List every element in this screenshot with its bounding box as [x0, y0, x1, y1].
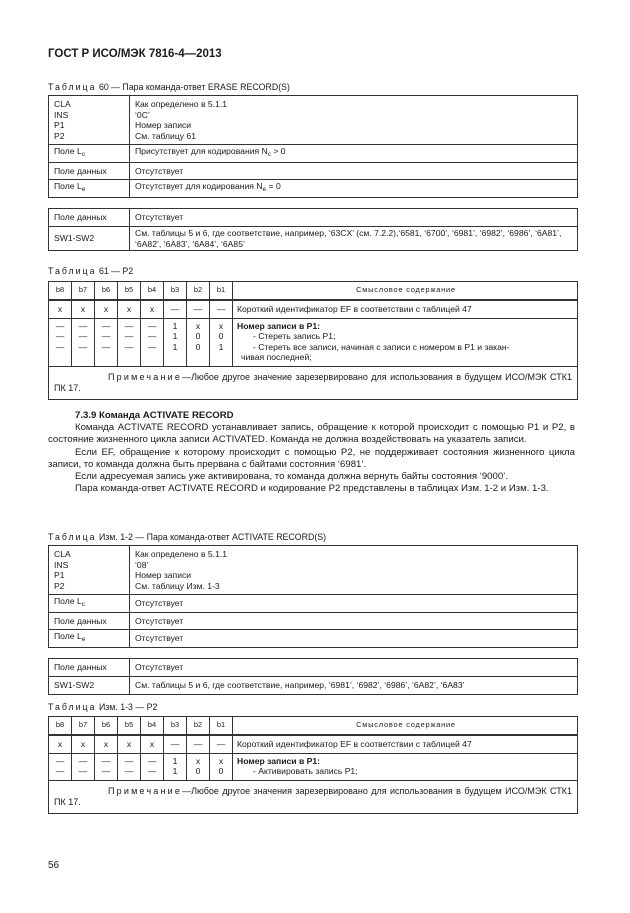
field-value: См. таблицы 5 и 6, где соответствие, например, ‘6981’, ‘6982’, ‘6986’, ‘6A82’, ‘6A83’: [130, 677, 578, 695]
field-value: Отсутствует: [135, 632, 184, 643]
cell: —: [187, 735, 210, 753]
cell: —: [210, 735, 233, 753]
table-60-caption: Таблица 60 — Пара команда-ответ ERASE RECORD(S): [48, 82, 290, 92]
dash: —: [78, 766, 88, 777]
bit-value: 1: [172, 341, 178, 352]
table-row: [49, 318, 578, 366]
field-subscript: e: [81, 635, 86, 643]
bit-value: 1: [172, 331, 178, 342]
field-value-tail: = 0: [266, 180, 281, 191]
column-header: b7: [72, 282, 95, 301]
field-name: Поле данных: [49, 659, 130, 677]
field-subscript: c: [81, 601, 85, 609]
column-header: b6: [95, 282, 118, 301]
param-value: Как определено в 5.1.1: [135, 549, 228, 559]
field-value: Отсутствует: [130, 659, 578, 677]
dash: —: [124, 331, 134, 342]
paragraph: Пара команда-ответ ACTIVATE RECORD и кодирование P2 представлены в таблицах Изм. 1-2 и Изм. 1-3.: [75, 483, 549, 495]
param-value: См. таблицу Изм. 1-3: [135, 580, 220, 591]
field-value: Отсутствует: [135, 598, 184, 609]
table-row: [49, 300, 578, 318]
param-value: ‘08’: [135, 559, 149, 570]
bit-value: x: [195, 755, 201, 766]
section-7-3-9: [48, 410, 575, 495]
field-subscript: e: [81, 185, 86, 193]
cell: x: [141, 300, 164, 318]
column-header: b2: [187, 282, 210, 301]
cell: x: [72, 300, 95, 318]
dash: —: [55, 341, 65, 352]
table-row: [49, 753, 578, 780]
dash: —: [147, 766, 157, 777]
param-name: P1: [54, 120, 65, 131]
field-name: SW1-SW2: [49, 227, 130, 251]
table-61-caption: Таблица 61 — P2: [48, 266, 134, 276]
meaning-line: чивая последней;: [241, 352, 312, 363]
param-row: [49, 546, 578, 595]
dash: —: [101, 755, 111, 766]
dash: —: [124, 755, 134, 766]
dash: —: [101, 766, 111, 777]
column-header: b2: [187, 717, 210, 736]
dash: —: [55, 320, 65, 331]
dash: —: [147, 755, 157, 766]
bit-value: x: [218, 755, 224, 766]
table-1-2-caption: Таблица Изм. 1-2 — Пара команда-ответ ACTIVATE RECORD(S): [48, 532, 327, 542]
cell: x: [49, 735, 72, 753]
dash: —: [101, 341, 111, 352]
cell: —: [164, 735, 187, 753]
cell: x: [49, 300, 72, 318]
header-row: [49, 282, 578, 301]
column-header: b3: [164, 282, 187, 301]
table-row: [49, 735, 578, 753]
bit-value: 0: [195, 331, 201, 342]
column-header: b5: [118, 282, 141, 301]
page-number: 56: [48, 860, 60, 871]
field-name: Поле L: [54, 630, 82, 641]
column-header: Смысловое содержание: [233, 717, 578, 736]
field-subscript: c: [81, 151, 85, 159]
meaning-line: - Стереть запись P1;: [253, 331, 336, 342]
bit-value: 0: [218, 766, 224, 777]
note-row: [49, 780, 578, 813]
meaning-title: Номер записи в P1:: [237, 755, 321, 766]
note-text: —Любое другое значение зарезервировано для использования в будущем ИСО/МЭК СТК1 ПК 17.: [54, 371, 572, 393]
cell: x: [72, 735, 95, 753]
dash: —: [101, 331, 111, 342]
column-header: b4: [141, 717, 164, 736]
note-label: Примечание: [108, 785, 183, 796]
table-row: [49, 162, 578, 179]
bit-value: x: [195, 320, 201, 331]
field-name: Поле L: [54, 596, 82, 607]
table-row: [49, 612, 578, 629]
paragraph: Если EF, обращение к которому происходит с помощью P2, не поддерживает состояния жизненного цикла записи, то команда должна быть прервана с байтами состояния ‘6981’.: [48, 446, 575, 470]
table-row: [49, 659, 578, 677]
dash: —: [124, 320, 134, 331]
meaning-line: - Активировать запись P1;: [253, 766, 358, 777]
dash: —: [78, 341, 88, 352]
field-value-tail: > 0: [271, 146, 286, 157]
param-value: ‘0C’: [135, 109, 150, 120]
field-value: См. таблицы 5 и 6, где соответствие, например, ‘63CX’ (см. 7.2.2),‘6581, ‘6700’, ‘6981’, ‘6982’, ‘6986’, ‘6A81’, ‘6A82’, ‘6A83’, ‘6A84’, ‘6A85’: [130, 227, 578, 251]
column-header: b6: [95, 717, 118, 736]
field-name: SW1-SW2: [49, 677, 130, 695]
dash: —: [124, 341, 134, 352]
meaning-title: Номер записи в P1:: [237, 320, 321, 331]
param-name: INS: [54, 559, 69, 570]
table-1-3-p2-coding: [48, 716, 578, 814]
param-value: См. таблицу 61: [135, 130, 197, 141]
dash: —: [147, 341, 157, 352]
field-value: Присутствует для кодирования N: [135, 146, 268, 157]
cell: —: [164, 300, 187, 318]
cell: —: [210, 300, 233, 318]
field-value: Отсутствует: [135, 165, 184, 176]
param-value: Номер записи: [135, 570, 192, 581]
table-1-2-response: [48, 658, 578, 695]
table-61-p2-coding: [48, 281, 578, 400]
column-header: b8: [49, 282, 72, 301]
table-row: [49, 595, 578, 613]
param-name: INS: [54, 109, 69, 120]
param-name: P1: [54, 570, 65, 581]
field-value-subscript: e: [262, 185, 267, 193]
column-header: b8: [49, 717, 72, 736]
param-name: CLA: [54, 99, 71, 109]
cell: x: [118, 300, 141, 318]
field-name: Поле данных: [54, 165, 107, 176]
note-row: [49, 366, 578, 399]
dash: —: [101, 320, 111, 331]
field-name: Поле L: [54, 180, 82, 191]
param-name: P2: [54, 580, 65, 591]
param-name: P2: [54, 130, 65, 141]
param-name: CLA: [54, 549, 71, 559]
column-header: b3: [164, 717, 187, 736]
table-row: [49, 145, 578, 163]
field-value: Отсутствует: [135, 615, 184, 626]
param-row: [49, 96, 578, 145]
bit-value: x: [218, 320, 224, 331]
column-header: b4: [141, 282, 164, 301]
param-value: Как определено в 5.1.1: [135, 99, 228, 109]
table-60-command: [48, 95, 578, 198]
cell: x: [95, 735, 118, 753]
column-header: b1: [210, 282, 233, 301]
bit-value: 0: [195, 766, 201, 777]
param-value: Номер записи: [135, 120, 192, 131]
cell: Короткий идентификатор EF в соответствии с таблицей 47: [233, 735, 578, 753]
header-row: [49, 717, 578, 736]
column-header: b5: [118, 717, 141, 736]
dash: —: [147, 320, 157, 331]
note-label: Примечание: [108, 371, 183, 382]
field-name: Поле данных: [49, 209, 130, 227]
bit-value: 0: [195, 341, 201, 352]
bit-value: 0: [218, 331, 224, 342]
dash: —: [147, 331, 157, 342]
dash: —: [78, 320, 88, 331]
column-header: b1: [210, 717, 233, 736]
meaning-line: - Стереть все записи, начиная с записи с номером в P1 и закан-: [253, 341, 510, 352]
table-row: [49, 677, 578, 695]
field-value: Отсутствует для кодирования N: [135, 180, 263, 191]
field-name: Поле L: [54, 146, 82, 157]
document-header: ГОСТ Р ИСО/МЭК 7816-4—2013: [48, 48, 222, 60]
bit-value: 1: [218, 341, 224, 352]
dash: —: [78, 331, 88, 342]
dash: —: [55, 766, 65, 777]
cell: —: [187, 300, 210, 318]
cell: x: [118, 735, 141, 753]
table-1-2-command: [48, 545, 578, 648]
dash: —: [55, 755, 65, 766]
table-row: [49, 179, 578, 197]
bit-value: 1: [172, 320, 178, 331]
bit-value: 1: [172, 755, 178, 766]
cell: x: [95, 300, 118, 318]
field-name: Поле данных: [54, 615, 107, 626]
column-header: Смысловое содержание: [233, 282, 578, 301]
dash: —: [78, 755, 88, 766]
dash: —: [124, 766, 134, 777]
cell: x: [141, 735, 164, 753]
column-header: b7: [72, 717, 95, 736]
paragraph: Если адресуемая запись уже активирована, то команда должна вернуть байты состояния ‘9000’.: [75, 471, 508, 483]
table-row: [49, 629, 578, 647]
dash: —: [55, 331, 65, 342]
field-value: Отсутствует: [130, 209, 578, 227]
bit-value: 1: [172, 766, 178, 777]
section-title: 7.3.9 Команда ACTIVATE RECORD: [75, 410, 234, 421]
table-1-3-caption: Таблица Изм. 1-3 — P2: [48, 702, 158, 712]
table-60-response: [48, 208, 578, 251]
table-row: [49, 227, 578, 251]
cell: Короткий идентификатор EF в соответствии с таблицей 47: [233, 300, 578, 318]
note-text: —Любое другое значения зарезервировано для использования в будущем ИСО/МЭК СТК1 ПК 17.: [54, 785, 572, 807]
field-value-subscript: c: [267, 151, 271, 159]
paragraph: Команда ACTIVATE RECORD устанавливает запись, обращение к которой происходит с помощью P1 и P2, в состояние жизненного цикла записи ACTIVATED. Команда не должна воздействовать на указатель записи.: [48, 422, 575, 446]
table-row: [49, 209, 578, 227]
